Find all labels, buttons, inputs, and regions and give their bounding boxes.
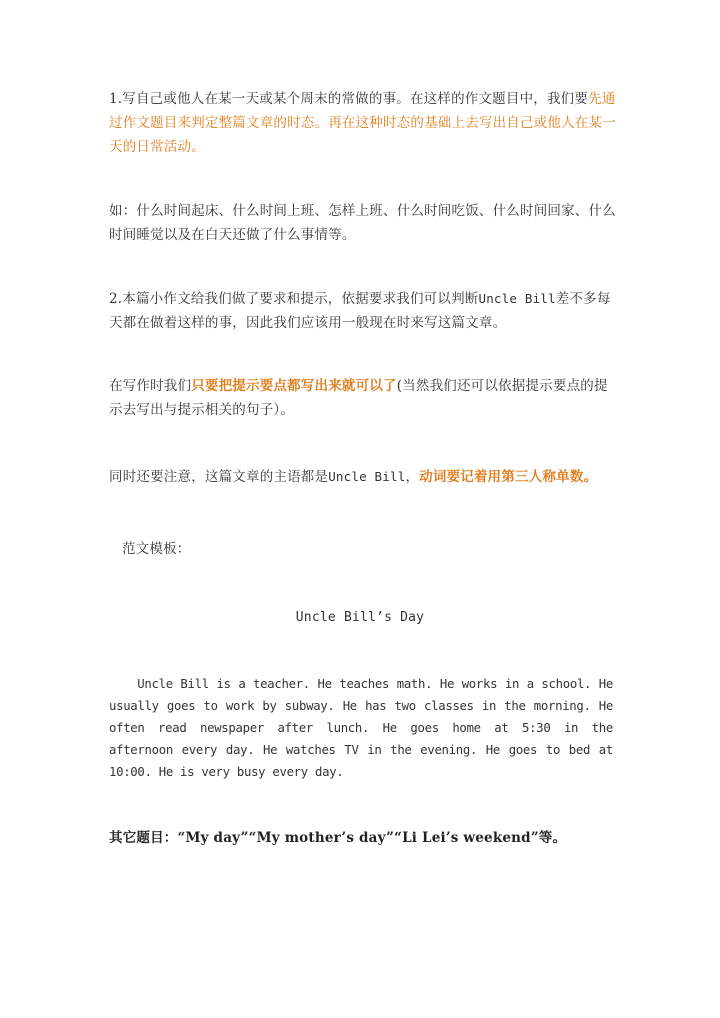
paragraph-subject-note-highlight: 动词要记着用第三人称单数。 xyxy=(419,469,598,485)
paragraph-subject-note-comma: ， xyxy=(405,469,420,485)
paragraph-writing-tips xyxy=(109,374,619,422)
paragraph-subject-note xyxy=(109,465,619,489)
paragraph-writing-tips-before: 在写作时我们 xyxy=(109,378,192,394)
essay-title: Uncle Bill’s Day xyxy=(295,610,425,625)
uncle-bill-name-2: Uncle Bill xyxy=(328,469,406,484)
paragraph-subject-note-before: 同时还要注意，这篇文章的主语都是 xyxy=(109,469,329,485)
paragraph-example-activities: 如：什么时间起床、什么时间上班、怎样上班、什么时间吃饭、什么时间回家、什么时间睡觉以及在白天还做了什么事情等。 xyxy=(109,203,616,243)
paragraph-tense-highlight: 先通过作文题目来判定整篇文章的时态。再在这种时态的基础上去写出自己或他人在某一天的日常活动。 xyxy=(109,91,616,155)
paragraph-tense-intro-text: 1.写自己或他人在某一天或某个周末的常做的事。在这样的作文题目中，我们要 xyxy=(109,91,589,107)
paragraph-writing-tips-after: (当然我们还可以依据提示要点的提示去写出与提示相关的句子）。 xyxy=(109,378,608,418)
essay-body: Uncle Bill is a teacher. He teaches math. He works in a school. He usually goes to work by subway. He has two classes in the morning. He often read newspaper after lunch. He goes home at 5:30 in the afternoon every day. He watches TV in the evening. He goes to bed at 10:00. He is very busy every day. xyxy=(109,677,613,779)
uncle-bill-name: Uncle Bill xyxy=(478,291,556,306)
paragraph-tense-intro xyxy=(109,87,619,159)
paragraph-writing-tips-highlight: 只要把提示要点都写出来就可以了 xyxy=(191,378,397,394)
other-topics: 其它题目：“My day”“My mother’s day”“Li Lei’s weekend”等。 xyxy=(109,830,567,846)
paragraph-requirements-text-before: 2.本篇小作文给我们做了要求和提示，依据要求我们可以判断 xyxy=(109,291,479,307)
paragraph-requirements-text-after: 差不多每天都在做着这样的事，因此我们应该用一般现在时来写这篇文章。 xyxy=(109,291,611,331)
paragraph-requirements xyxy=(109,287,619,335)
template-label: 范文模板： xyxy=(122,541,191,557)
